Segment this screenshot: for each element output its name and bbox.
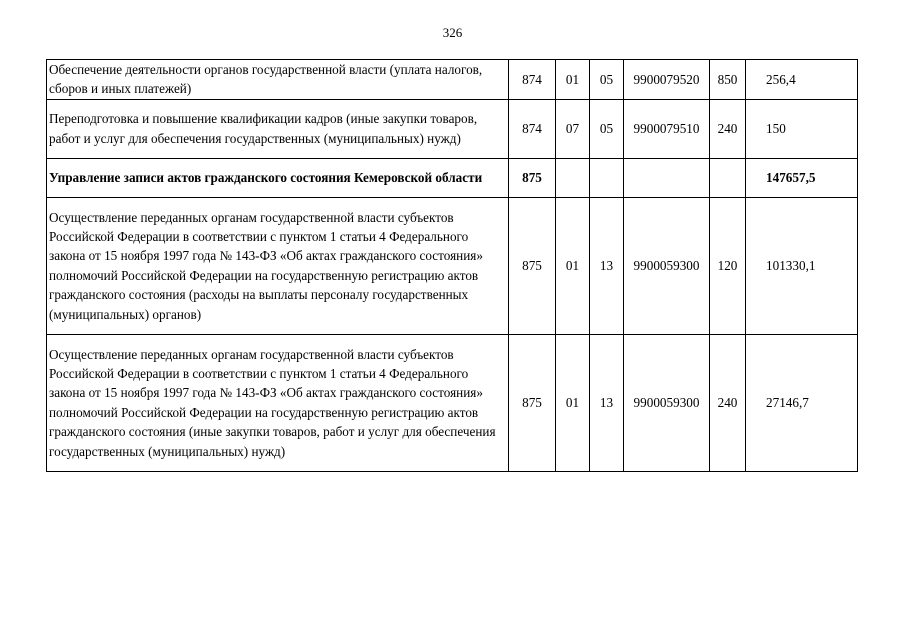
subsection-code: 13	[590, 334, 624, 471]
amount: 147657,5	[746, 158, 858, 197]
row-name: Осуществление переданных органам государственной власти субъектов Российской Федерации в соответствии с пунктом 1 статьи 4 Федерального закона от 15 ноября 1997 года № 143-ФЗ «Об актах гражданского состояния» полномочий Российской Федерации на государственную регистрацию актов гражданского состояния (расходы на выплаты персоналу государственных (муниципальных) органов)	[47, 197, 509, 334]
target-article-code: 9900059300	[624, 334, 710, 471]
page-number: 326	[442, 25, 463, 40]
section-code: 01	[556, 334, 590, 471]
amount: 27146,7	[746, 334, 858, 471]
table-row	[47, 60, 858, 100]
expense-type-code: 850	[710, 60, 746, 100]
row-name: Переподготовка и повышение квалификации кадров (иные закупки товаров, работ и услуг для обеспечения государственных (муниципальных) нужд)	[47, 99, 509, 158]
row-name: Управление записи актов гражданского состояния Кемеровской области	[47, 158, 509, 197]
target-article-code: 9900079510	[624, 99, 710, 158]
row-name: Осуществление переданных органам государственной власти субъектов Российской Федерации в соответствии с пунктом 1 статьи 4 Федерального закона от 15 ноября 1997 года № 143-ФЗ «Об актах гражданского состояния» полномочий Российской Федерации на государственную регистрацию актов гражданского состояния (иные закупки товаров, работ и услуг для обеспечения государственных (муниципальных) нужд)	[47, 334, 509, 471]
ved-code: 875	[509, 334, 556, 471]
target-article-code: 9900059300	[624, 197, 710, 334]
subsection-code	[590, 158, 624, 197]
target-article-code	[624, 158, 710, 197]
expense-type-code	[710, 158, 746, 197]
table-row	[47, 197, 858, 334]
amount: 256,4	[746, 60, 858, 100]
expense-type-code: 120	[710, 197, 746, 334]
section-code: 07	[556, 99, 590, 158]
table-row	[47, 158, 858, 197]
budget-table	[46, 59, 858, 472]
expense-type-code: 240	[710, 99, 746, 158]
subsection-code: 05	[590, 99, 624, 158]
section-code: 01	[556, 197, 590, 334]
subsection-code: 13	[590, 197, 624, 334]
ved-code: 874	[509, 99, 556, 158]
table-row	[47, 334, 858, 471]
ved-code: 875	[509, 158, 556, 197]
target-article-code: 9900079520	[624, 60, 710, 100]
ved-code: 875	[509, 197, 556, 334]
amount: 101330,1	[746, 197, 858, 334]
subsection-code: 05	[590, 60, 624, 100]
row-name: Обеспечение деятельности органов государственной власти (уплата налогов, сборов и иных платежей)	[47, 60, 509, 100]
section-code	[556, 158, 590, 197]
table-row	[47, 99, 858, 158]
ved-code: 874	[509, 60, 556, 100]
amount: 150	[746, 99, 858, 158]
section-code: 01	[556, 60, 590, 100]
expense-type-code: 240	[710, 334, 746, 471]
